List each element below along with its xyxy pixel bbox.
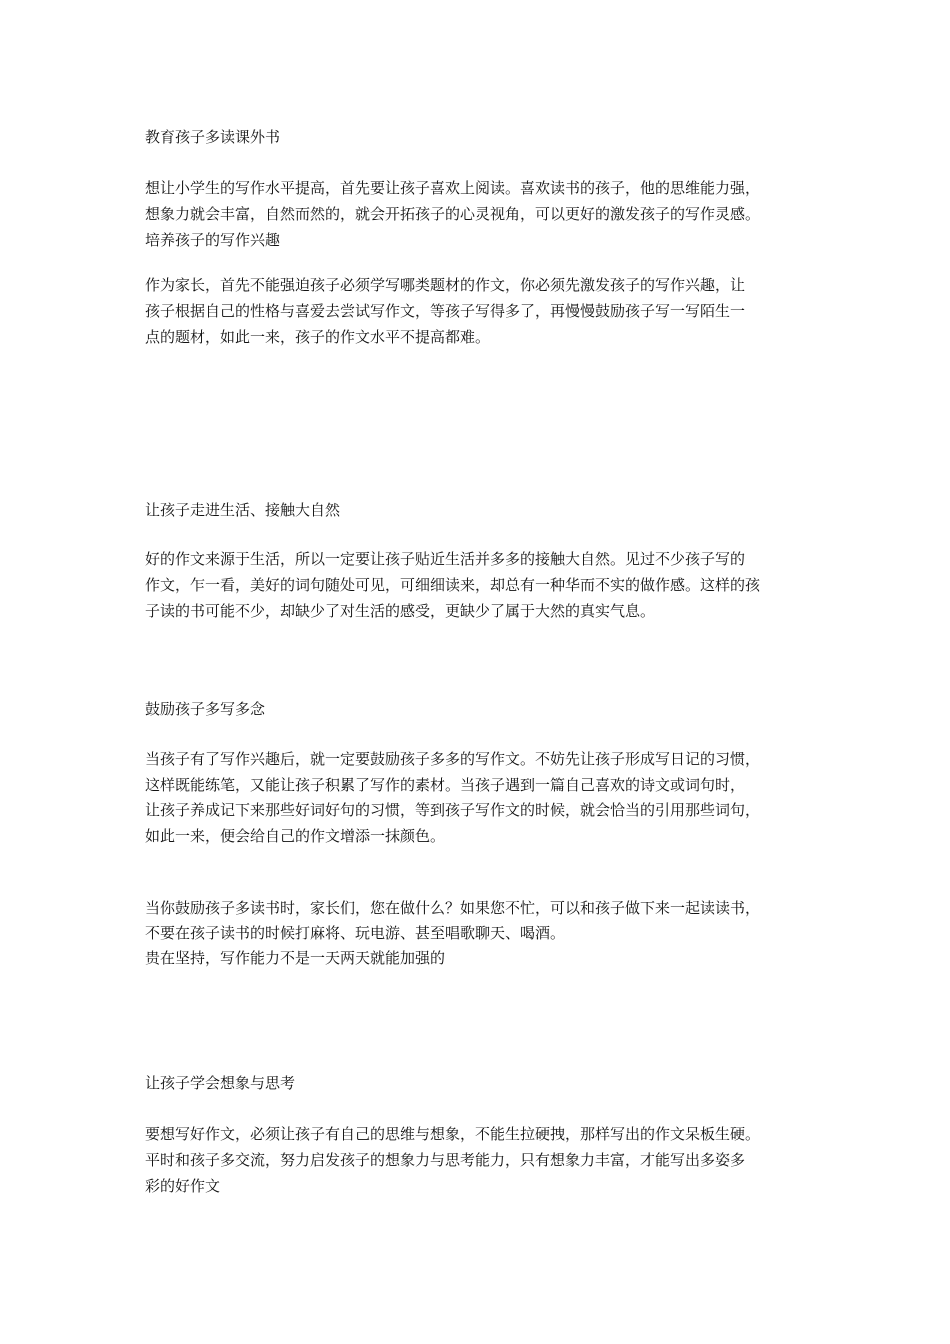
section-heading: 鼓励孩子多写多念 [145, 700, 266, 718]
paragraph-line: 好的作文来源于生活，所以一定要让孩子贴近生活并多多的接触大自然。见过不少孩子写的 [145, 550, 746, 568]
paragraph-line: 作为家长，首先不能强迫孩子必须学写哪类题材的作文，你必须先激发孩子的写作兴趣，让 [145, 276, 746, 294]
section-heading: 让孩子学会想象与思考 [145, 1074, 296, 1092]
paragraph-line: 让孩子养成记下来那些好词好句的习惯，等到孩子写作文的时候，就会恰当的引用那些词句， [145, 801, 761, 819]
paragraph-line: 点的题材，如此一来，孩子的作文水平不提高都难。 [145, 328, 491, 346]
paragraph-line: 想让小学生的写作水平提高，首先要让孩子喜欢上阅读。喜欢读书的孩子，他的思维能力强， [145, 179, 761, 197]
paragraph-line: 子读的书可能不少，却缺少了对生活的感受，更缺少了属于大然的真实气息。 [145, 602, 656, 620]
paragraph-line: 作文，乍一看，美好的词句随处可见，可细细读来，却总有一种华而不实的做作感。这样的孩 [145, 576, 761, 594]
paragraph-line: 这样既能练笔，又能让孩子积累了写作的素材。当孩子遇到一篇自己喜欢的诗文或词句时， [145, 776, 746, 794]
paragraph-line: 要想写好作文，必须让孩子有自己的思维与想象，不能生拉硬拽，那样写出的作文呆板生硬。 [145, 1125, 761, 1143]
paragraph-line: 培养孩子的写作兴趣 [145, 231, 281, 249]
paragraph-line: 彩的好作文 [145, 1177, 221, 1195]
paragraph-line: 想象力就会丰富，自然而然的，就会开拓孩子的心灵视角，可以更好的激发孩子的写作灵感。 [145, 205, 761, 223]
paragraph-line: 当孩子有了写作兴趣后，就一定要鼓励孩子多多的写作文。不妨先让孩子形成写日记的习惯， [145, 750, 761, 768]
paragraph-line: 不要在孩子读书的时候打麻将、玩电游、甚至唱歌聊天、喝酒。 [145, 924, 566, 942]
paragraph-line: 当你鼓励孩子多读书时，家长们，您在做什么？如果您不忙，可以和孩子做下来一起读读书， [145, 899, 761, 917]
paragraph-line: 贵在坚持，写作能力不是一天两天就能加强的 [145, 949, 446, 967]
paragraph-line: 如此一来，便会给自己的作文增添一抹颜色。 [145, 827, 446, 845]
section-heading: 让孩子走进生活、接触大自然 [145, 501, 341, 519]
paragraph-line: 平时和孩子多交流，努力启发孩子的想象力与思考能力，只有想象力丰富，才能写出多姿多 [145, 1151, 746, 1169]
paragraph-line: 孩子根据自己的性格与喜爱去尝试写作文，等孩子写得多了，再慢慢鼓励孩子写一写陌生一 [145, 302, 746, 320]
section-heading: 教育孩子多读课外书 [145, 128, 281, 146]
